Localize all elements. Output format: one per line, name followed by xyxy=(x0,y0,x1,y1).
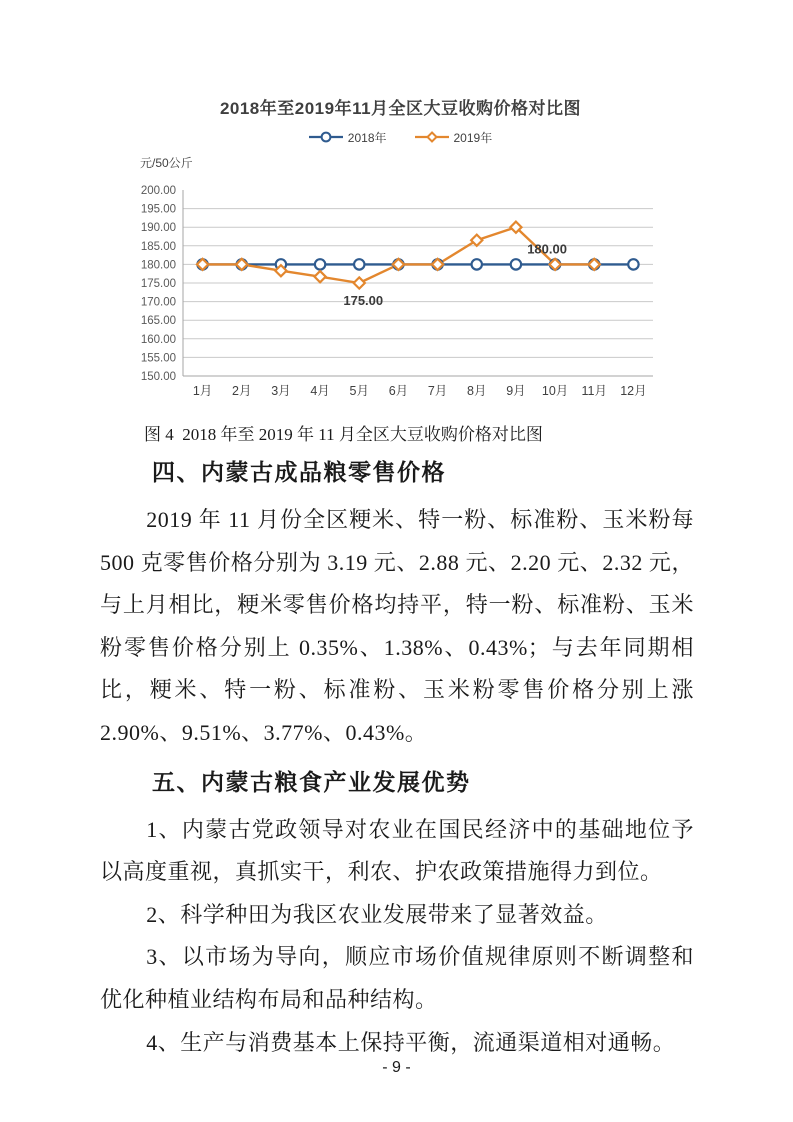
legend-item xyxy=(415,129,493,146)
diamond-marker-icon xyxy=(415,131,449,143)
document-body xyxy=(100,420,694,1064)
x-tick-label: 2月 xyxy=(232,384,252,398)
soybean-price-chart-block xyxy=(128,88,673,413)
x-tick-label: 8月 xyxy=(467,384,487,398)
x-tick-label: 1月 xyxy=(192,384,213,398)
body-paragraph: 1、内蒙古党政领导对农业在国民经济中的基础地位予以高度重视，真抓实干，利农、护农政策措施得力到位。 xyxy=(100,816,694,885)
circle-marker xyxy=(354,259,364,269)
x-tick-label: 9月 xyxy=(506,384,526,398)
diamond-marker xyxy=(471,235,482,246)
x-tick-label: 6月 xyxy=(388,384,409,398)
x-tick-label: 10月 xyxy=(541,384,569,398)
x-tick-label: 7月 xyxy=(427,384,448,398)
circle-marker xyxy=(628,259,638,269)
y-tick-label: 160.00 xyxy=(140,333,176,346)
y-tick-label: 180.00 xyxy=(140,259,176,272)
x-tick-label: 5月 xyxy=(349,384,369,398)
legend-item xyxy=(309,129,387,146)
y-tick-label: 170.00 xyxy=(140,296,176,309)
y-tick-label: 185.00 xyxy=(140,240,176,253)
body-paragraph: 2、科学种田为我区农业发展带来了显著效益。 xyxy=(146,901,608,927)
legend-diamond-marker xyxy=(427,133,436,142)
body-paragraph: 3、以市场为导向，顺应市场价值规律原则不断调整和优化种植业结构布局和品种结构。 xyxy=(100,944,694,1012)
y-tick-label: 200.00 xyxy=(140,185,176,197)
legend-circle-marker xyxy=(321,133,330,142)
page-number: - 9 - xyxy=(382,1059,411,1076)
data-label: 175.00 xyxy=(343,293,384,308)
chart-legend xyxy=(128,129,673,145)
circle-marker-icon xyxy=(309,131,343,143)
y-tick-label: 150.00 xyxy=(140,371,176,383)
x-tick-label: 12月 xyxy=(620,384,647,398)
sections-container xyxy=(100,453,694,1064)
y-tick-label: 165.00 xyxy=(140,315,176,328)
chart-title: 2018年至2019年11月全区大豆收购价格对比图 xyxy=(219,99,582,118)
x-tick-label: 11月 xyxy=(581,384,607,398)
section-heading: 五、内蒙古粮食产业发展优势 xyxy=(152,769,471,795)
price-comparison-line-chart xyxy=(128,180,673,413)
data-label: 180.00 xyxy=(527,241,567,257)
x-tick-label: 3月 xyxy=(271,384,291,398)
legend-label: 2018年 xyxy=(347,130,387,145)
body-paragraph: 2019 年 11 月份全区粳米、特一粉、标准粉、玉米粉每 500 克零售价格分别为 3.19 元、2.88 元、2.20 元、2.32 元，与上月相比，粳米零售价格均持平，特一粉、标准粉、玉米粉零售价格分别上 0.35%、1.38%、0.43%；与去年同期相比，粳米、特一粉、标准粉、玉米粉零售价格分别上涨 2.90%、9.51%、3.77%、0.43%。 xyxy=(100,507,694,745)
y-tick-label: 190.00 xyxy=(140,222,176,235)
y-tick-label: 195.00 xyxy=(140,203,176,216)
y-tick-label: 155.00 xyxy=(140,352,176,365)
circle-marker xyxy=(315,259,325,269)
diamond-marker xyxy=(354,277,365,288)
y-tick-label: 175.00 xyxy=(140,278,176,290)
circle-marker xyxy=(511,259,521,269)
circle-marker xyxy=(472,259,482,269)
legend-label: 2019年 xyxy=(453,130,493,145)
diamond-marker xyxy=(314,271,325,282)
section-heading: 四、内蒙古成品粮零售价格 xyxy=(152,460,446,485)
figure-caption: 图 4 2018 年至 2019 年 11 月全区大豆收购价格对比图 xyxy=(144,425,543,444)
y-axis-unit-label: 元/50公斤 xyxy=(140,156,193,170)
body-paragraph: 4、生产与消费基本上保持平衡，流通渠道相对通畅。 xyxy=(146,1029,676,1055)
x-tick-label: 4月 xyxy=(310,384,330,398)
